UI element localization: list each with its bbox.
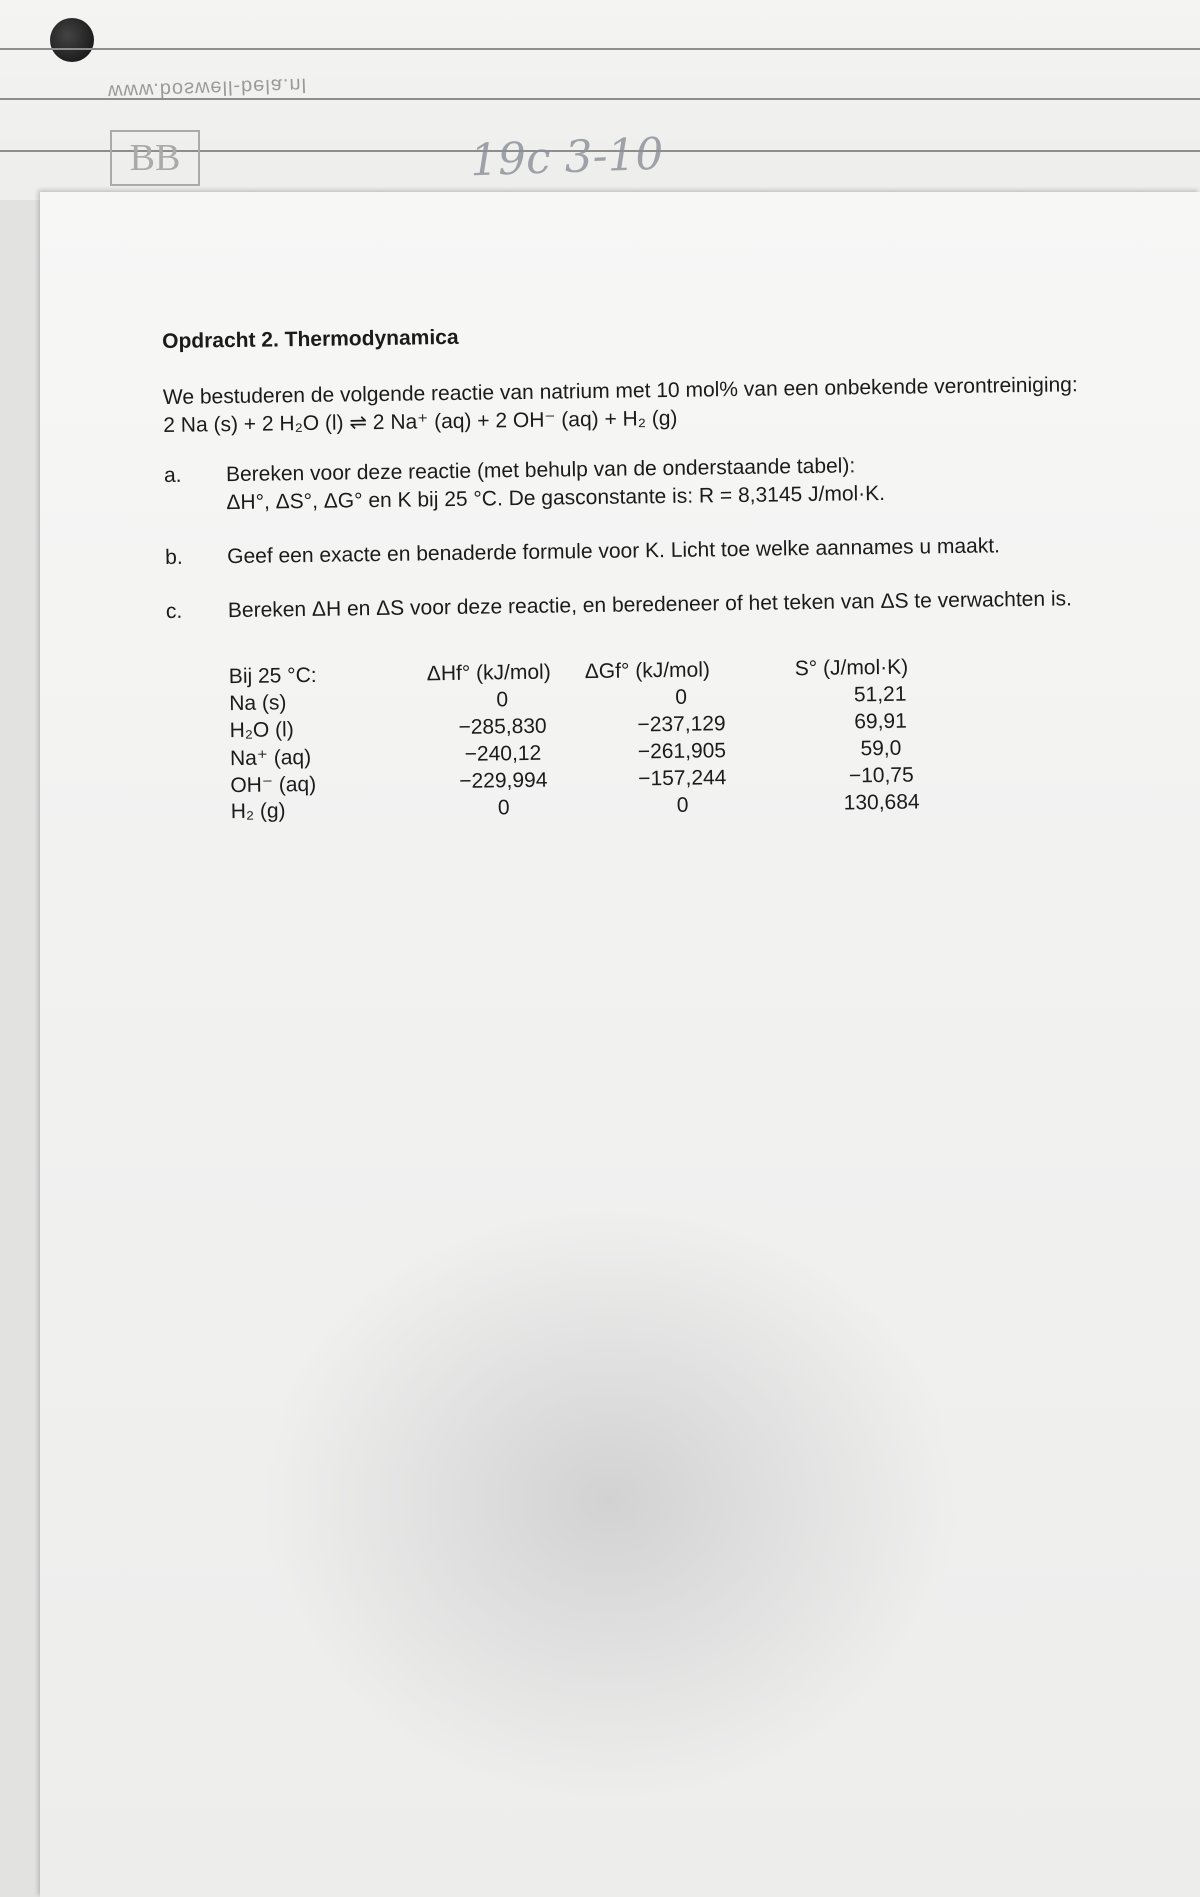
table-cell: −10,75 <box>848 763 914 788</box>
handwritten-note: 19c 3-10 <box>469 128 665 187</box>
table-cell: 0 <box>497 796 510 820</box>
table-cell: Na⁺ (aq) <box>229 745 312 771</box>
table-header: ΔGf° (kJ/mol) <box>584 658 711 684</box>
table-cell: −261,905 <box>637 739 727 764</box>
question-letter: c. <box>165 599 183 623</box>
question-letter: a. <box>163 463 182 487</box>
table-cell: 51,21 <box>853 682 907 707</box>
question-text: Bereken ΔH en ΔS voor deze reactie, en beredeneer of het teken van ΔS te verwachten is. <box>227 587 1073 623</box>
table-cell: 0 <box>496 688 509 712</box>
table-cell: 0 <box>675 685 688 709</box>
table-cell: H₂O (l) <box>229 718 294 743</box>
table-cell: −240,12 <box>464 741 542 766</box>
table-header: Bij 25 °C: <box>228 663 317 689</box>
reaction-equation: 2 Na (s) + 2 H₂O (l) ⇌ 2 Na⁺ (aq) + 2 OH⁻ (aq) + H₂ (g) <box>163 406 678 437</box>
thermo-data-table <box>229 655 977 827</box>
table-header: ΔHf° (kJ/mol) <box>426 660 551 686</box>
table-cell: H₂ (g) <box>230 799 286 824</box>
question-text: Bereken voor deze reactie (met behulp van de onderstaande tabel): <box>225 454 856 487</box>
question-b <box>165 531 1125 572</box>
notebook-url: www.boswell-bela.nl <box>107 73 308 103</box>
table-cell: −285,830 <box>458 714 547 739</box>
ruled-line <box>0 48 1200 50</box>
table-cell: −157,244 <box>638 766 727 791</box>
question-a <box>164 449 1125 518</box>
question-text: ΔH°, ΔS°, ΔG° en K bij 25 °C. De gasconstante is: R = 8,3145 J/mol·K. <box>226 481 886 515</box>
table-cell: Na (s) <box>229 691 287 716</box>
question-text: Geef een exacte en benaderde formule voor K. Licht toe welke aannames u maakt. <box>227 534 1001 569</box>
intro-text: We bestuderen de volgende reactie van natrium met 10 mol% van een onbekende verontreiniging: <box>162 373 1078 409</box>
table-cell: 0 <box>676 793 689 817</box>
table-cell: 59,0 <box>860 736 902 761</box>
punch-hole <box>50 18 94 62</box>
table-cell: OH⁻ (aq) <box>230 772 317 798</box>
document-content <box>162 317 1129 828</box>
table-cell: −229,994 <box>459 768 548 793</box>
question-letter: b. <box>165 545 183 569</box>
table-cell: 130,684 <box>843 790 920 815</box>
question-c <box>166 585 1126 626</box>
notebook-logo: BB <box>110 130 200 186</box>
table-cell: −237,129 <box>637 712 726 737</box>
table-cell: 69,91 <box>854 709 907 734</box>
table-header: S° (J/mol·K) <box>794 655 909 681</box>
assignment-heading: Opdracht 2. Thermodynamica <box>162 325 459 353</box>
